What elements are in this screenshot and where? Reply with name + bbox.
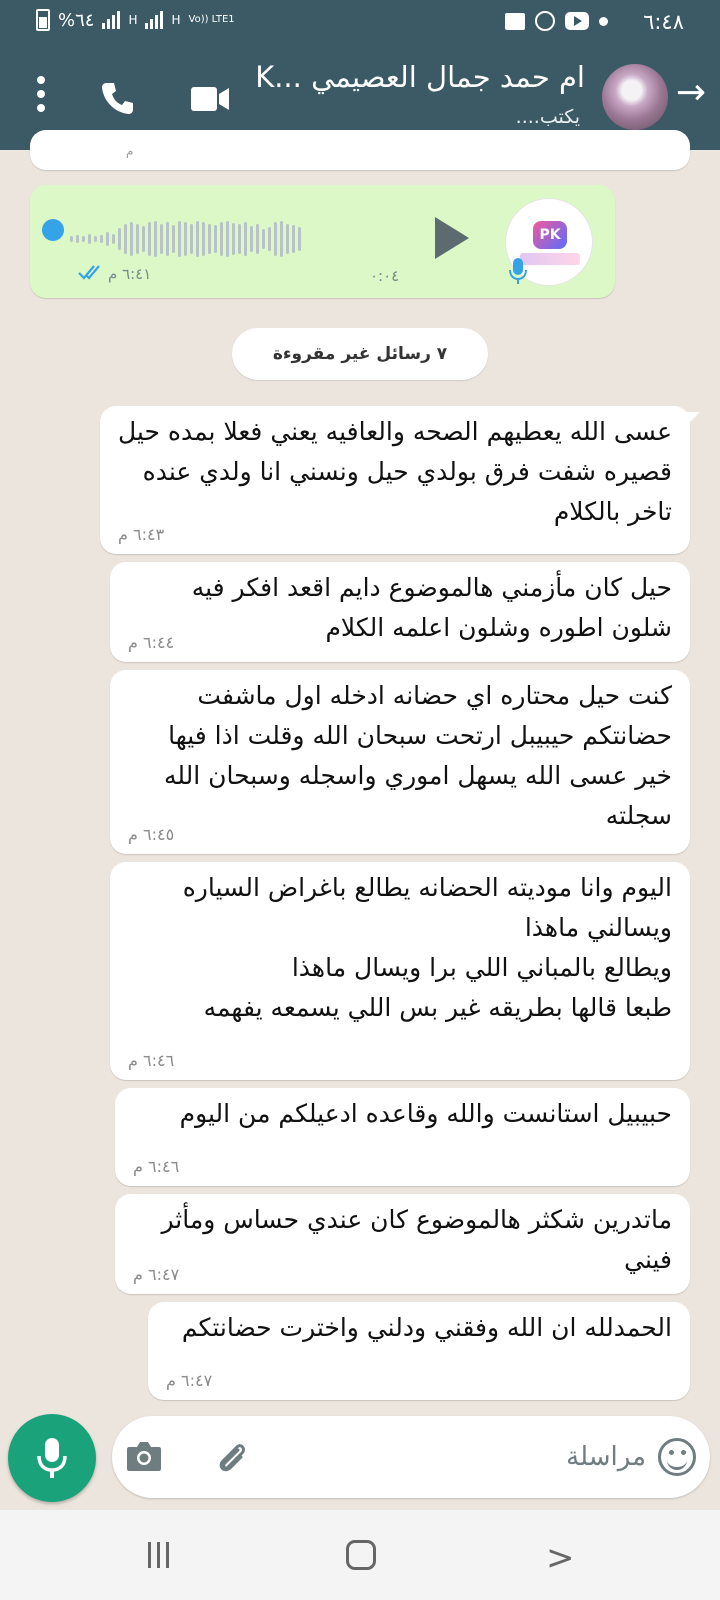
message-time: ٦:٤٧ م (166, 1371, 213, 1390)
logo-subtitle (520, 253, 580, 265)
waveform-bar (196, 221, 199, 257)
status-time: ٦:٤٨ (643, 10, 684, 34)
message-input[interactable] (386, 1432, 646, 1482)
microphone-icon (36, 1436, 68, 1480)
waveform-bar (100, 235, 103, 243)
waveform-bar (124, 224, 127, 254)
notification-icons (505, 11, 608, 31)
message-bubble-3[interactable] (110, 670, 690, 854)
message-text: الحمدلله ان الله وفقني ودلني واخترت حضانتكم (181, 1313, 672, 1342)
camera-icon[interactable] (126, 1440, 162, 1472)
youtube-icon (565, 12, 589, 30)
battery-level: %٦٤ (58, 9, 95, 31)
waveform-bar (268, 227, 271, 251)
voice-message-bubble[interactable] (30, 185, 615, 298)
lte-label: Vo)) LTE1 (188, 14, 235, 25)
waveform-bar (214, 225, 217, 253)
waveform-bar (184, 222, 187, 256)
read-ticks-icon (78, 263, 106, 281)
message-bubble-7[interactable] (148, 1302, 690, 1400)
voice-message-time: ٦:٤١ م (108, 265, 152, 283)
waveform-bar (160, 224, 163, 254)
back-arrow-icon[interactable]: → (675, 72, 706, 113)
waveform-bar (262, 229, 265, 249)
waveform-bar (190, 224, 193, 254)
message-bubble-1[interactable] (100, 406, 690, 554)
message-text: حيل كان مأزمني هالموضوع دايم اقعد افكر فيه شلون اطوره وشلون اعلمه الكلام (191, 573, 672, 642)
waveform-bar (280, 221, 283, 257)
waveform-bar (130, 222, 133, 256)
message-text: اليوم وانا موديته الحضانه يطالع باغراض السياره ويسالني ماهذا ويطالع بالمباني اللي برا ويسال ماهذا طبعا قالها بطريقه غير بس اللي يسمعه يفهمه (182, 873, 672, 1022)
waveform-bar (178, 221, 181, 257)
waveform-bar (286, 224, 289, 254)
waveform-bar (208, 224, 211, 254)
gallery-icon (505, 13, 525, 30)
waveform-bar (166, 222, 169, 256)
waveform-bar (298, 227, 301, 251)
pk-logo: PK (533, 221, 567, 249)
playback-position-dot[interactable] (42, 219, 64, 241)
unread-messages-banner: ٧ رسائل غير مقروءة (232, 328, 488, 380)
signal-h-label: H (128, 13, 138, 27)
previous-message-time: م (126, 144, 134, 158)
message-bubble-5[interactable] (115, 1088, 690, 1186)
play-icon[interactable] (435, 217, 469, 259)
waveform-bar (172, 225, 175, 253)
message-time: ٦:٤٧ م (133, 1265, 180, 1284)
waveform-bar (154, 221, 157, 257)
waveform-bar (88, 234, 91, 244)
video-call-icon[interactable] (190, 86, 230, 112)
signal-icon (102, 11, 120, 29)
message-bubble-2[interactable] (110, 562, 690, 662)
status-left (36, 9, 235, 31)
typing-status: يكتب.... (515, 106, 580, 128)
waveform-bar (250, 226, 253, 252)
voice-call-icon[interactable] (100, 80, 136, 116)
system-navigation-bar (0, 1510, 720, 1600)
waveform-bar (82, 236, 85, 242)
waveform-bar (256, 224, 259, 254)
waveform-bar (226, 221, 229, 257)
status-bar (0, 0, 720, 44)
waveform-bar (292, 225, 295, 253)
waveform-bar (232, 223, 235, 255)
message-text: حبيبيل استانست والله وقاعده ادعيلكم من اليوم (179, 1099, 672, 1128)
record-voice-button[interactable] (8, 1414, 96, 1502)
waveform-bar (136, 224, 139, 254)
waveform-bar (76, 235, 79, 243)
whatsapp-icon (535, 11, 555, 31)
mic-badge-icon (509, 257, 527, 285)
waveform-bar (112, 234, 115, 244)
voice-waveform[interactable] (70, 219, 405, 259)
previous-message-bubble[interactable] (30, 130, 690, 170)
waveform-bar (202, 222, 205, 256)
message-time: ٦:٤٣ م (118, 525, 165, 544)
message-time: ٦:٤٥ م (128, 825, 175, 844)
battery-icon (36, 9, 50, 31)
message-bubble-4[interactable] (110, 862, 690, 1080)
message-bubble-6[interactable] (115, 1194, 690, 1294)
emoji-icon[interactable] (658, 1438, 696, 1476)
signal-icon-2 (145, 11, 163, 29)
message-text: كنت حيل محتاره اي حضانه ادخله اول ماشفت حضانتكم حيبيبل ارتحت سبحان الله وقلت اذا فيها خير عسى الله يسهل اموري واسجله وسبحان الله سجلته (163, 681, 672, 830)
message-time: ٦:٤٦ م (133, 1157, 180, 1176)
contact-avatar[interactable] (602, 64, 668, 130)
home-icon[interactable] (346, 1540, 376, 1570)
waveform-bar (118, 228, 121, 250)
notification-dot-icon (599, 17, 608, 26)
waveform-bar (148, 222, 151, 256)
waveform-bar (244, 222, 247, 256)
more-options-icon[interactable] (36, 76, 46, 116)
waveform-bar (220, 222, 223, 256)
waveform-bar (70, 236, 73, 242)
recent-apps-icon[interactable] (148, 1542, 174, 1568)
message-time: ٦:٤٦ م (128, 1051, 175, 1070)
signal-h-label-2: H (171, 13, 181, 27)
message-text: عسى الله يعطيهم الصحه والعافيه يعني فعلا بمده حيل قصيره شفت فرق بولدي حيل ونسني انا ولدي عنده تاخر بالكلام (118, 417, 672, 526)
message-time: ٦:٤٤ م (128, 633, 175, 652)
contact-name[interactable]: ام حمد جمال العصيمي ...K (255, 60, 585, 94)
waveform-bar (274, 222, 277, 256)
waveform-bar (94, 236, 97, 242)
chat-area (0, 144, 720, 1410)
waveform-bar (142, 226, 145, 252)
message-text: ماتدرين شكثر هالموضوع كان عندي حساس ومأثر فيني (161, 1205, 672, 1274)
waveform-bar (106, 232, 109, 246)
waveform-bar (238, 224, 241, 254)
attachment-icon[interactable] (212, 1438, 252, 1478)
nav-back-icon[interactable]: > (546, 1538, 575, 1578)
voice-duration: ٠:٠٤ (370, 267, 400, 285)
message-input-bar (112, 1416, 710, 1498)
